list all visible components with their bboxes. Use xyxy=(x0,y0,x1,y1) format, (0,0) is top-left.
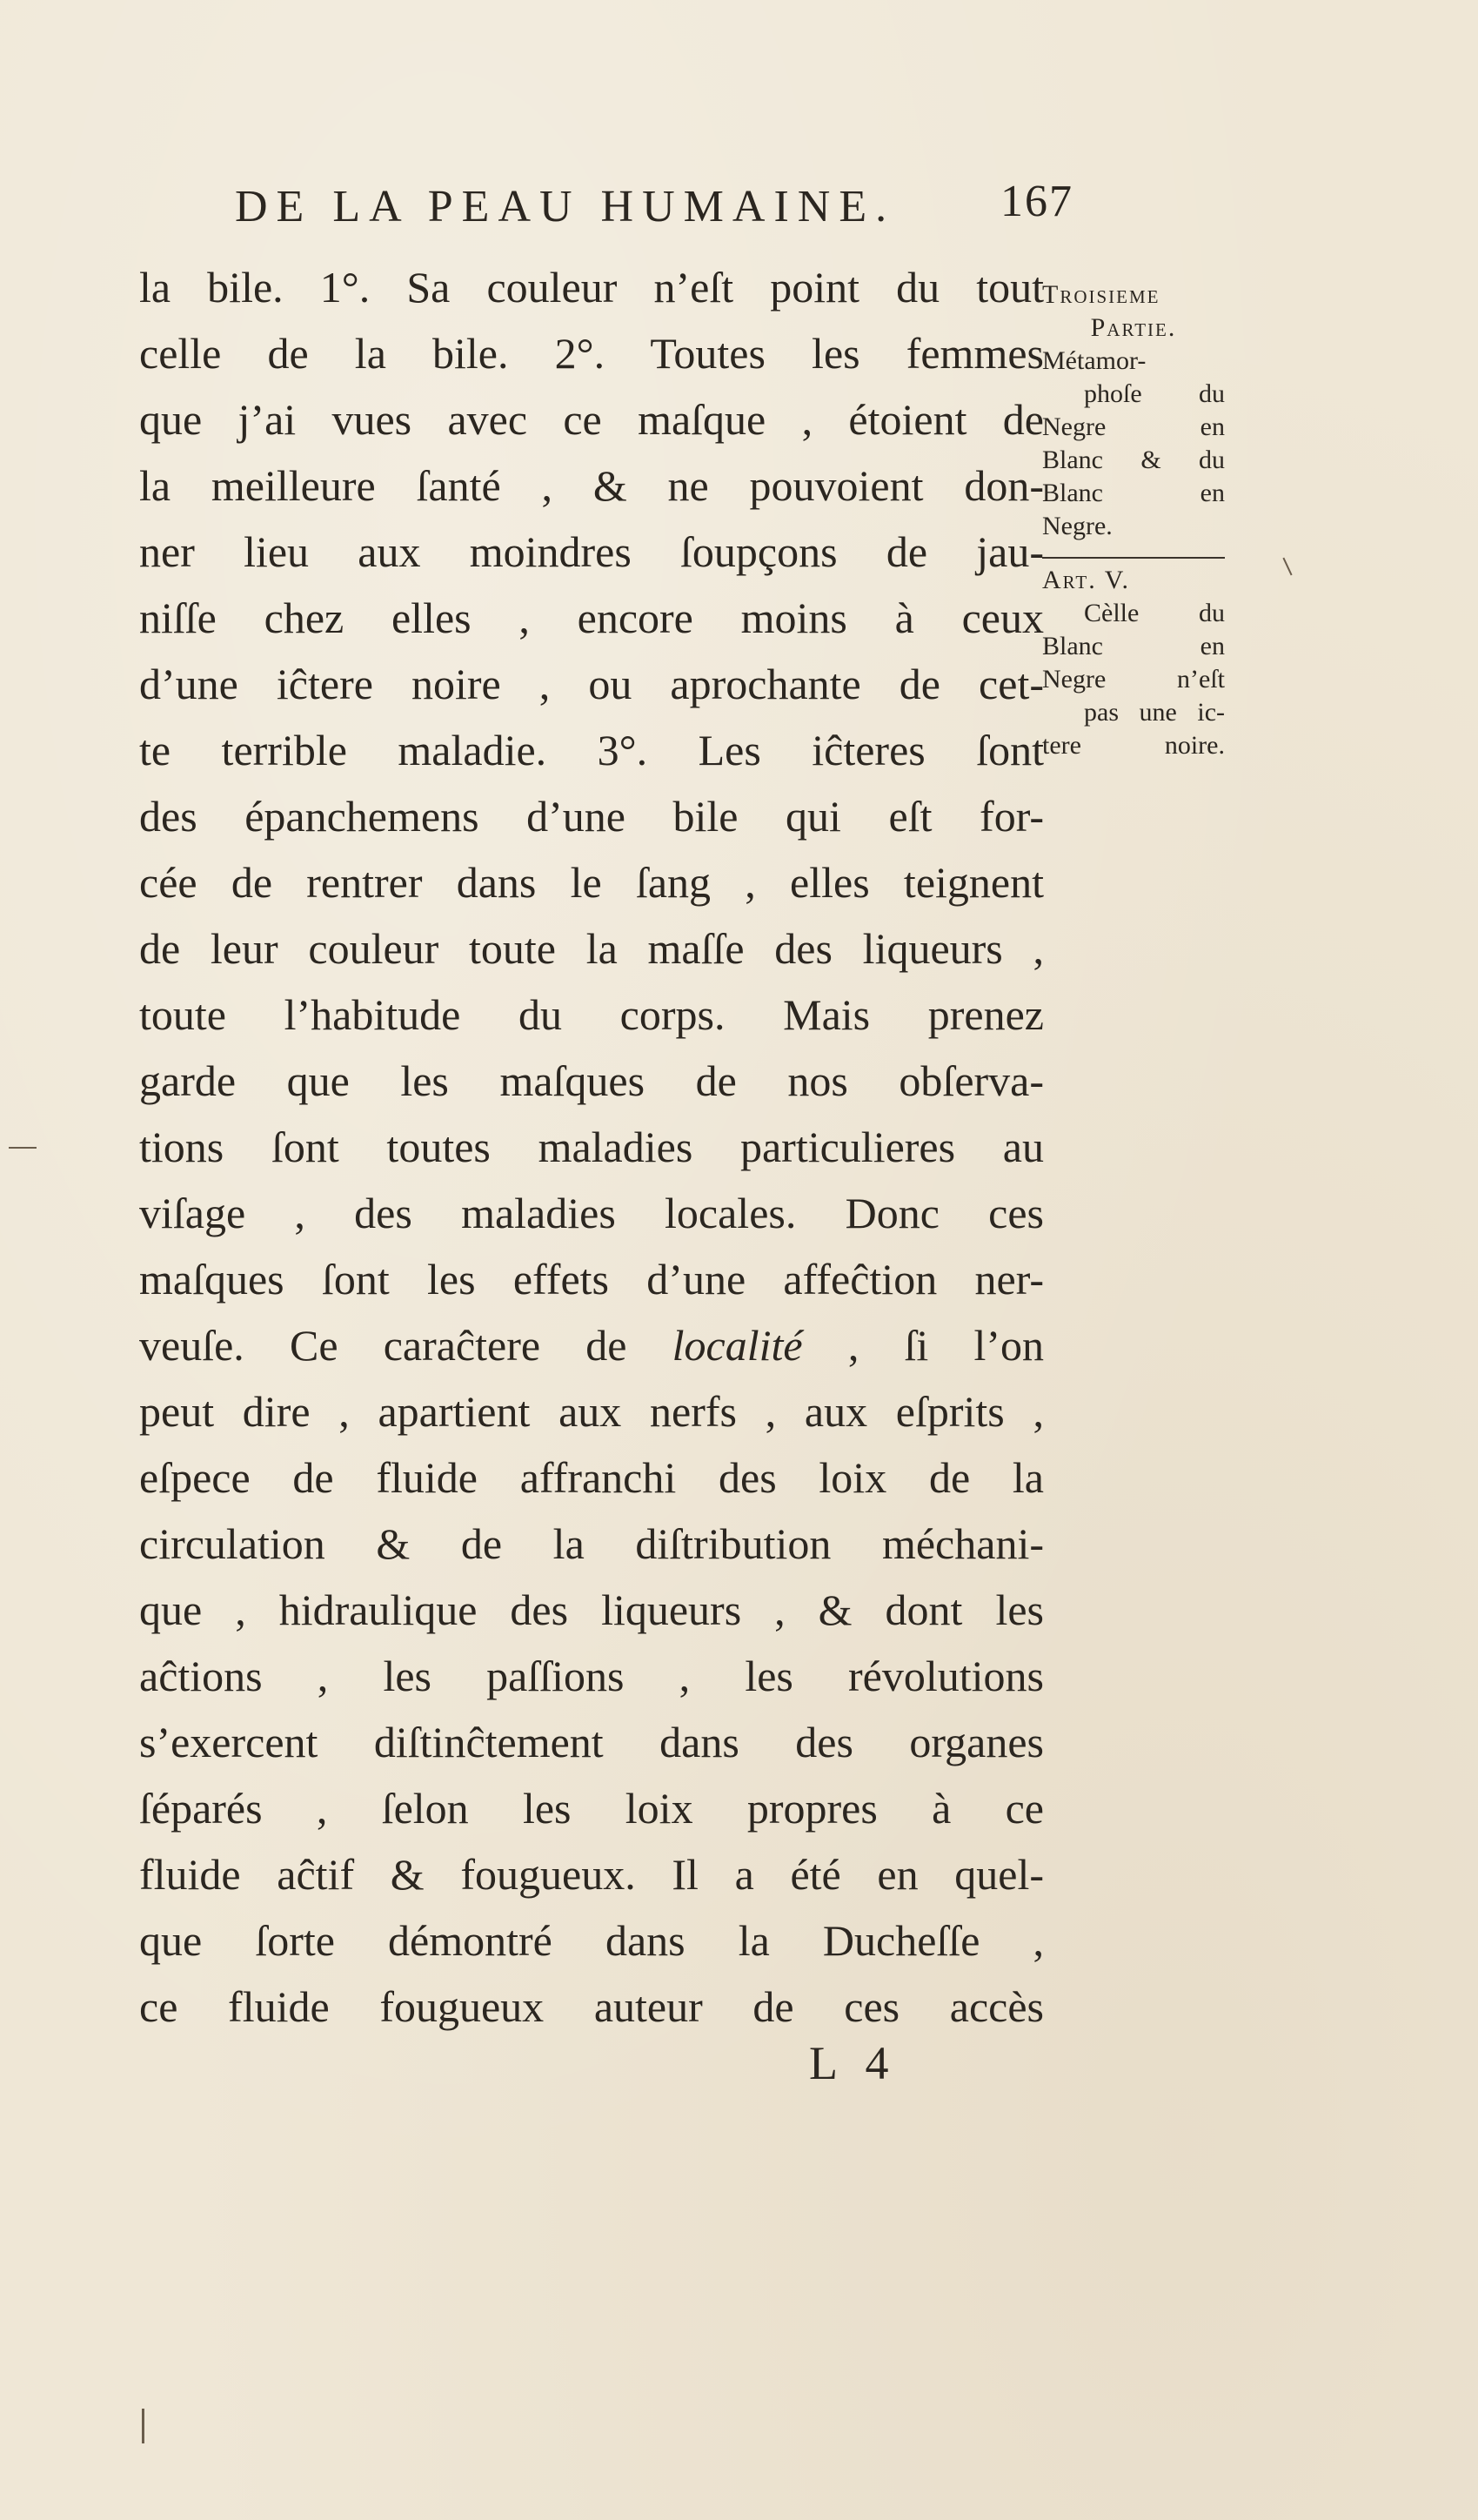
text-line: d’une iĉtere noire , ou aprochante de cet- xyxy=(139,660,1044,708)
text-line: ce fluide fougueux auteur de ces accès xyxy=(139,1982,1044,2031)
running-head xyxy=(235,177,1073,232)
text-line: garde que les maſques de nos obſerva- xyxy=(139,1056,1044,1105)
text-line: ſéparés , ſelon les loix propres à ce xyxy=(139,1784,1044,1833)
text-line-with-italic xyxy=(139,1312,1044,1378)
margin-summary-line: Blanc en xyxy=(1042,479,1225,507)
text-line: que j’ai vues avec ce maſque , étoient de xyxy=(139,395,1044,444)
text-line-start: veuſe. Ce caraĉtere de xyxy=(139,1321,627,1370)
text-line: la meilleure ſanté , & ne pouvoient don- xyxy=(139,461,1044,510)
text-line: aĉtions , les paſſions , les révolutions xyxy=(139,1652,1044,1700)
text-line: eſpece de fluide affranchi des loix de la xyxy=(139,1453,1044,1502)
margin-summary-line: tere noire. xyxy=(1042,731,1225,760)
text-line: toute l’habitude du corps. Mais prenez xyxy=(139,990,1044,1039)
text-line: des épanchemens d’une bile qui eſt for- xyxy=(139,792,1044,841)
text-line: te terrible maladie. 3°. Les iĉteres ſont xyxy=(139,726,1044,774)
text-line: tions ſont toutes maladies particulieres au xyxy=(139,1123,1044,1171)
signature-mark: L 4 xyxy=(809,2037,898,2089)
margin-summary-line: Blanc en xyxy=(1042,632,1225,660)
page-number: 167 xyxy=(1000,177,1073,226)
margin-section-label: Partie. xyxy=(1090,313,1177,342)
text-line: ner lieu aux moindres ſoupçons de jau- xyxy=(139,527,1044,576)
text-line: circulation & de la diſtribution méchani- xyxy=(139,1519,1044,1568)
ink-speck xyxy=(1282,558,1292,576)
text-line: que ſorte démontré dans la Ducheſſe , xyxy=(139,1916,1044,1965)
margin-summary-line: Blanc & du xyxy=(1042,446,1225,474)
text-line: viſage , des maladies locales. Donc ces xyxy=(139,1189,1044,1237)
text-line: s’exercent diſtinĉtement dans des organes xyxy=(139,1718,1044,1766)
text-line: de leur couleur toute la maſſe des liqueurs , xyxy=(139,924,1044,973)
text-line: fluide aĉtif & fougueux. Il a été en quel- xyxy=(139,1850,1044,1899)
margin-article-label: Art. V. xyxy=(1042,566,1130,594)
margin-summary-line: Métamor- xyxy=(1042,346,1147,375)
running-head-title: DE LA PEAU HUMAINE. xyxy=(235,182,896,231)
margin-notes xyxy=(1042,278,1225,762)
text-line: que , hidraulique des liqueurs , & dont les xyxy=(139,1585,1044,1634)
margin-rule xyxy=(1042,557,1225,559)
body-text xyxy=(139,254,1044,2040)
margin-summary-line: Negre n’eſt xyxy=(1042,665,1225,694)
ink-speck xyxy=(142,2409,144,2443)
ink-speck xyxy=(9,1147,37,1149)
text-line: la bile. 1°. Sa couleur n’eſt point du tout xyxy=(139,263,1044,312)
margin-summary-line: pas une ic- xyxy=(1084,698,1225,727)
text-line: peut dire , apartient aux nerfs , aux eſprits , xyxy=(139,1387,1044,1436)
margin-section-label: Troisieme xyxy=(1042,280,1160,309)
text-line-end: , ſi l’on xyxy=(847,1321,1045,1370)
text-line: celle de la bile. 2°. Toutes les femmes xyxy=(139,329,1044,378)
text-line: cée de rentrer dans le ſang , elles teignent xyxy=(139,858,1044,907)
text-line: niſſe chez elles , encore moins à ceux xyxy=(139,593,1044,642)
margin-summary-line: Negre. xyxy=(1042,512,1113,540)
italic-word: localité xyxy=(672,1321,803,1370)
margin-summary-line: Negre en xyxy=(1042,412,1225,441)
margin-summary-line: phoſe du xyxy=(1084,379,1225,408)
margin-summary-line: Cèlle du xyxy=(1084,599,1225,627)
text-line: maſques ſont les effets d’une affeĉtion ner- xyxy=(139,1255,1044,1304)
